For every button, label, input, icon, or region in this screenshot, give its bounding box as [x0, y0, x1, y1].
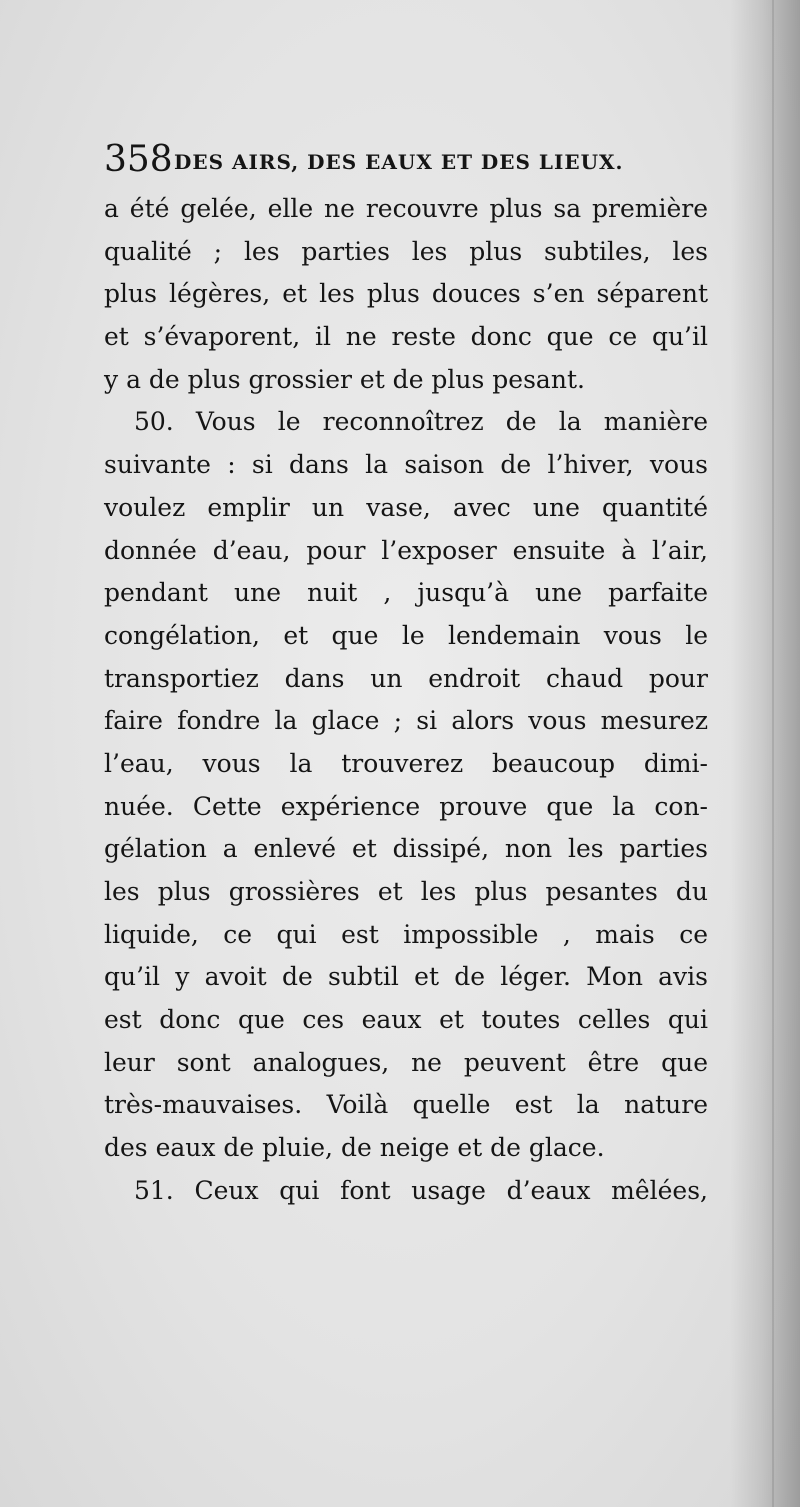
text-line: a été gelée, elle ne recouvre plus sa première [104, 194, 708, 223]
text-line: voulez emplir un vase, avec une quantité [104, 492, 708, 522]
text-line: qu’il y avoit de subtil et de léger. Mon avis [104, 962, 708, 992]
text-line: très-mauvaises. Voilà quelle est la nature [104, 1090, 708, 1120]
text-line: faire fondre la glace ; si alors vous mesurez [104, 706, 708, 736]
text-line: y a de plus grossier et de plus pesant. [104, 364, 585, 394]
running-head [104, 138, 708, 188]
paragraph-continued [104, 188, 708, 401]
paragraph-51 [104, 1170, 708, 1213]
text-line: qualité ; les parties les plus subtiles, les [104, 236, 708, 266]
page-number: 358 [104, 139, 173, 180]
paragraph-50 [104, 401, 708, 1169]
text-line: leur sont analogues, ne peuvent être que [104, 1047, 708, 1077]
text-line: des eaux de pluie, de neige et de glace. [104, 1133, 605, 1163]
text-line: l’eau, vous la trouverez beaucoup dimi- [104, 748, 708, 778]
text-line: nuée. Cette expérience prouve que la con- [104, 791, 708, 821]
text-line: 51. Ceux qui font usage d’eaux mêlées, [134, 1175, 708, 1205]
text-line: gélation a enlevé et dissipé, non les parties [104, 834, 708, 864]
text-line: suivante : si dans la saison de l’hiver, vous [104, 450, 708, 480]
text-line: donnée d’eau, pour l’exposer ensuite à l’air, [104, 535, 708, 565]
text-line: liquide, ce qui est impossible , mais ce [104, 919, 708, 949]
text-line: transportiez dans un endroit chaud pour [104, 663, 708, 693]
text-line: est donc que ces eaux et toutes celles qui [104, 1005, 708, 1035]
page-edge-line [772, 0, 774, 1507]
text-line: pendant une nuit , jusqu’à une parfaite [104, 578, 708, 608]
text-line: et s’évaporent, il ne reste donc que ce qu’il [104, 322, 708, 352]
page-gutter-shadow [730, 0, 800, 1507]
text-line: 50. Vous le reconnoîtrez de la manière [134, 407, 708, 437]
text-line: plus légères, et les plus douces s’en séparent [104, 279, 708, 309]
text-line: les plus grossières et les plus pesantes du [104, 877, 708, 906]
running-title: DES AIRS, DES EAUX ET DES LIEUX. [174, 150, 624, 174]
text-line: congélation, et que le lendemain vous le [104, 620, 708, 650]
text-block [104, 138, 708, 1213]
